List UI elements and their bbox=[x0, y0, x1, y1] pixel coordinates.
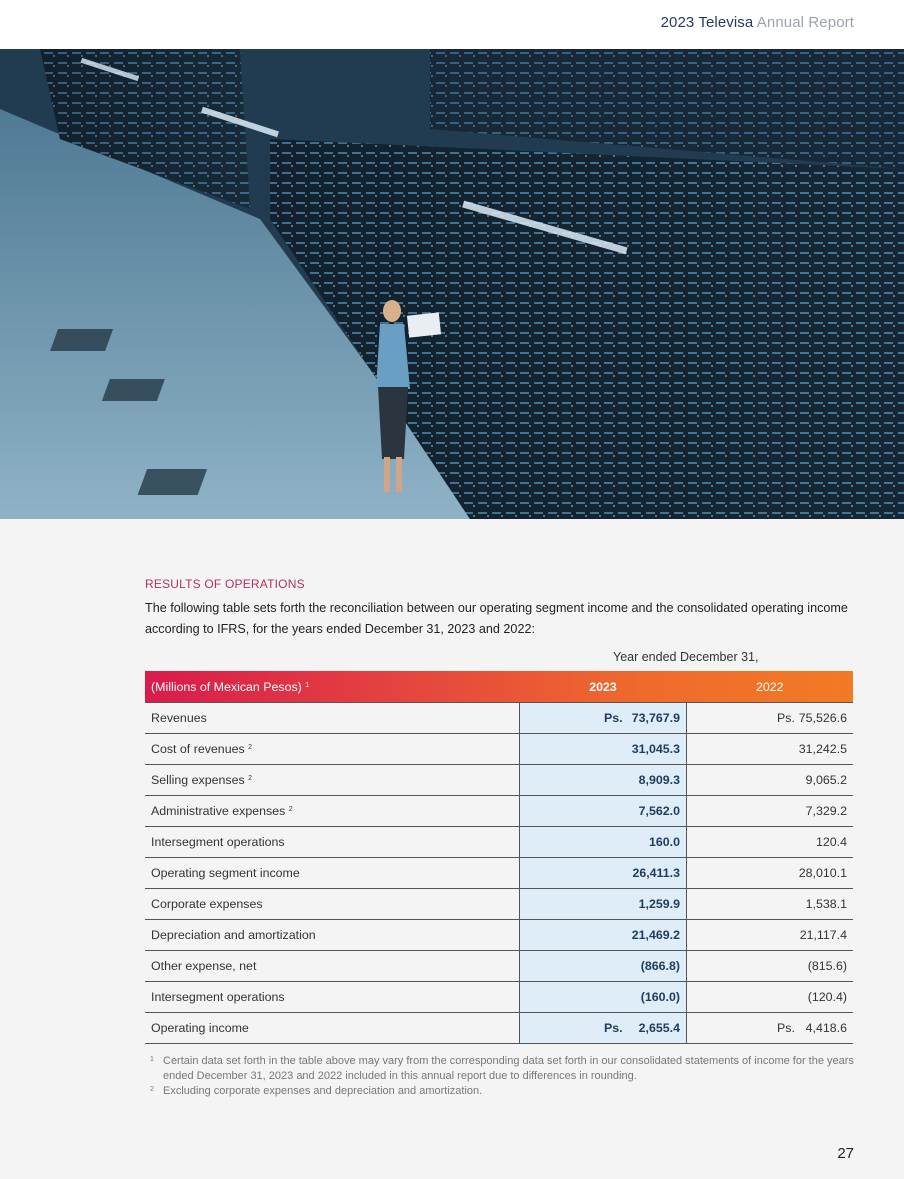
page-number: 27 bbox=[837, 1145, 854, 1162]
row-label: Revenues bbox=[145, 703, 520, 734]
table-row bbox=[145, 889, 853, 920]
footnote-mark: 1 bbox=[150, 1056, 154, 1063]
value-2023: 8,909.3 bbox=[520, 765, 687, 796]
report-subtitle: Annual Report bbox=[756, 14, 854, 31]
footnote-text: Excluding corporate expenses and depreciation and amortization. bbox=[163, 1085, 483, 1097]
report-year: 2023 bbox=[660, 14, 695, 31]
data-center-illustration bbox=[0, 49, 904, 519]
value-2023: 7,562.0 bbox=[520, 796, 687, 827]
value-2022: (120.4) bbox=[687, 982, 854, 1013]
value-2022: (815.6) bbox=[687, 951, 854, 982]
intro-paragraph: The following table sets forth the reconciliation between our operating segment income and the consolidated operating income according to IFRS, for the years ended December 31, 2023 and 2022: bbox=[145, 601, 848, 636]
report-brand: Televisa bbox=[698, 14, 754, 31]
report-title bbox=[661, 14, 854, 31]
footnote bbox=[150, 1084, 855, 1099]
row-label: Operating segment income bbox=[145, 858, 520, 889]
footnotes bbox=[150, 1054, 855, 1099]
header-2023: 2023 bbox=[589, 679, 617, 694]
row-label: Administrative expenses $^2$ bbox=[145, 796, 520, 827]
header-2022: 2022 bbox=[755, 679, 784, 694]
value-2022: 28,010.1 bbox=[687, 858, 854, 889]
table-header-row bbox=[145, 671, 853, 703]
row-label: Intersegment operations bbox=[145, 982, 520, 1013]
value-2022: 21,117.4 bbox=[687, 920, 854, 951]
value-2022: 120.4 bbox=[687, 827, 854, 858]
value-2023: 1,259.9 bbox=[520, 889, 687, 920]
currency-label: Ps. bbox=[777, 1021, 795, 1035]
table-row bbox=[145, 703, 853, 734]
table-row bbox=[145, 765, 853, 796]
table-row bbox=[145, 827, 853, 858]
value-2022: 1,538.1 bbox=[687, 889, 854, 920]
section-label: RESULTS OF OPERATIONS bbox=[145, 577, 305, 591]
value-2022: 7,329.2 bbox=[687, 796, 854, 827]
footnote-ref: 2 bbox=[248, 744, 253, 751]
value-2023: Ps. 73,767.9 bbox=[520, 703, 687, 734]
currency-label: Ps. bbox=[604, 1021, 623, 1035]
value-2023: 26,411.3 bbox=[520, 858, 687, 889]
currency-label: Ps. bbox=[777, 711, 795, 725]
currency-label: Ps. bbox=[604, 711, 623, 725]
footnote-mark: 2 bbox=[150, 1086, 154, 1093]
value-2023: (866.8) bbox=[520, 951, 687, 982]
table-row bbox=[145, 858, 853, 889]
row-label: Selling expenses $^2$ bbox=[145, 765, 520, 796]
value-2023: (160.0) bbox=[520, 982, 687, 1013]
value-2022: Ps. 75,526.6 bbox=[687, 703, 854, 734]
table-row bbox=[145, 1013, 853, 1044]
table-row bbox=[145, 796, 853, 827]
footnote-ref: 2 bbox=[288, 806, 293, 813]
value-2022: 9,065.2 bbox=[687, 765, 854, 796]
table-row bbox=[145, 734, 853, 765]
value-2023: Ps. 2,655.4 bbox=[520, 1013, 687, 1044]
value-2022: 31,242.5 bbox=[687, 734, 854, 765]
row-label: Cost of revenues $^2$ bbox=[145, 734, 520, 765]
footnote-ref: 2 bbox=[248, 775, 253, 782]
year-ended-label: Year ended December 31, bbox=[613, 650, 759, 664]
page-header bbox=[0, 0, 904, 49]
value-2023: 31,045.3 bbox=[520, 734, 687, 765]
header-units: (Millions of Mexican Pesos) $^1$ bbox=[151, 679, 310, 694]
row-label: Operating income bbox=[145, 1013, 520, 1044]
row-label: Depreciation and amortization bbox=[145, 920, 520, 951]
row-label: Corporate expenses bbox=[145, 889, 520, 920]
value-2023: 160.0 bbox=[520, 827, 687, 858]
footnote-ref: 1 bbox=[305, 681, 310, 689]
value-2022: Ps. 4,418.6 bbox=[687, 1013, 854, 1044]
row-label: Other expense, net bbox=[145, 951, 520, 982]
data-center-photo bbox=[0, 49, 904, 519]
footnote bbox=[150, 1054, 855, 1084]
table-row bbox=[145, 920, 853, 951]
operations-table bbox=[145, 671, 853, 1044]
value-2023: 21,469.2 bbox=[520, 920, 687, 951]
table-row bbox=[145, 951, 853, 982]
table-row bbox=[145, 982, 853, 1013]
row-label: Intersegment operations bbox=[145, 827, 520, 858]
footnote-text: Certain data set forth in the table above may vary from the corresponding data set forth in our consolidated statements of income for the years ended December 31, 2023 and 2022 included in this annual report due to differences in rounding. bbox=[163, 1055, 854, 1082]
